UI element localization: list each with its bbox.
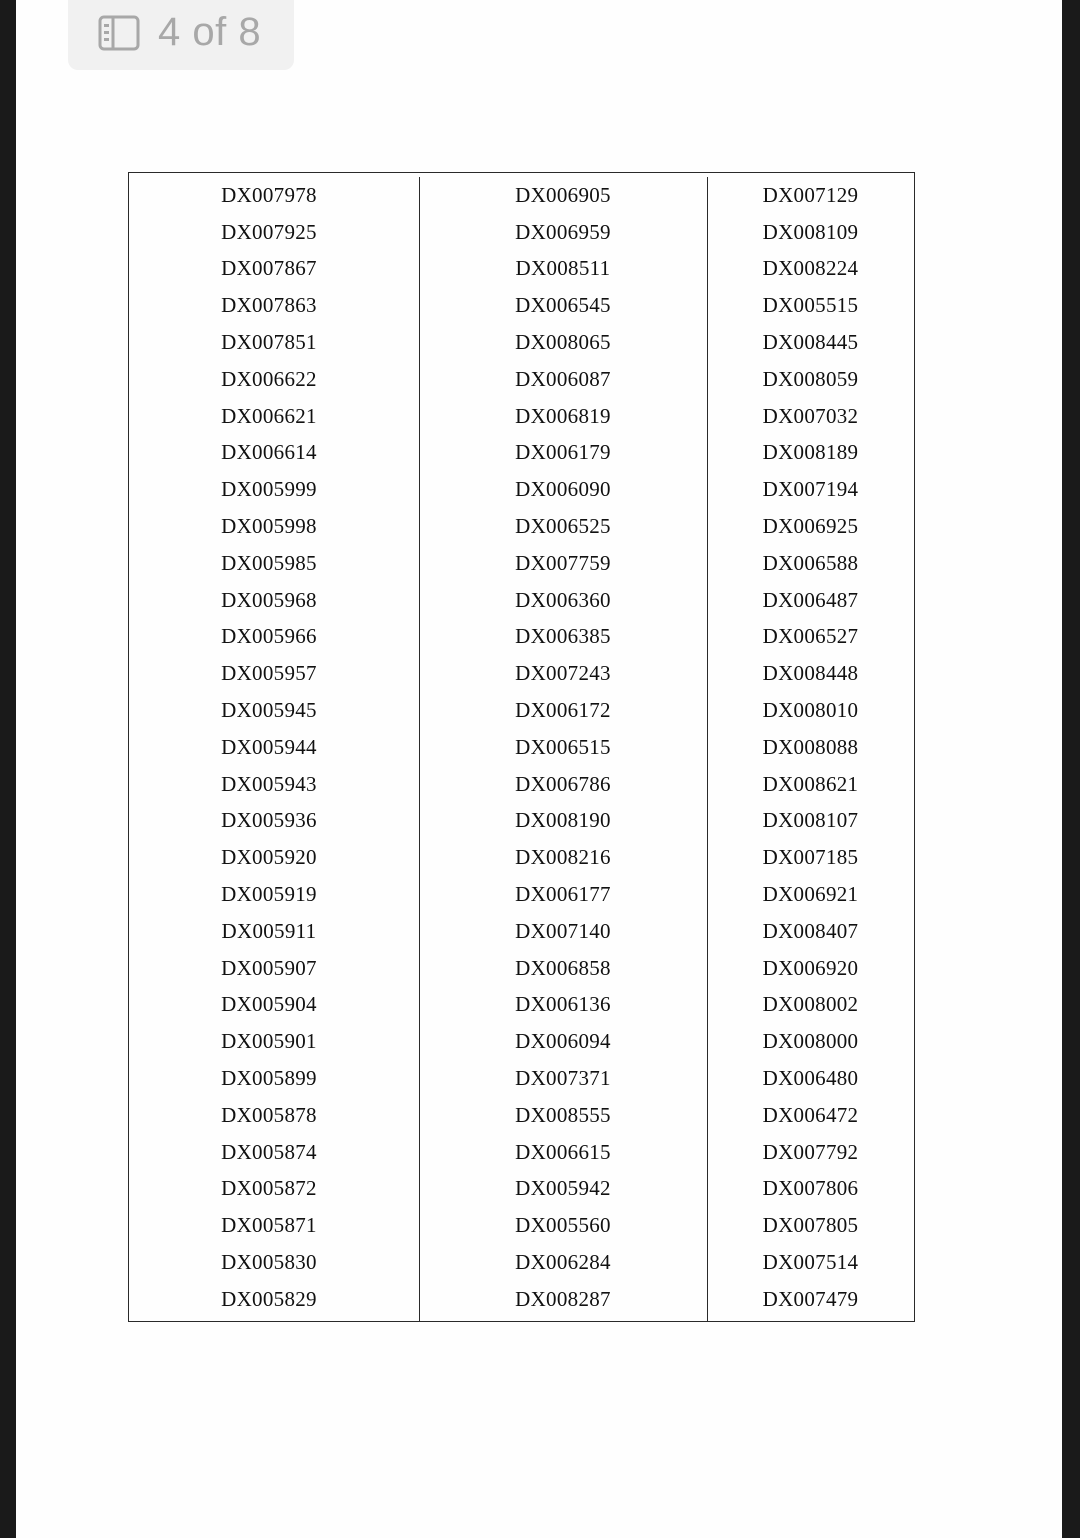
table-cell: DX005515 xyxy=(762,293,859,318)
document-page xyxy=(16,0,1062,1538)
table-cell: DX006588 xyxy=(762,550,859,575)
table-cell: DX006858 xyxy=(515,955,611,980)
table-cell: DX005907 xyxy=(221,955,317,980)
table-cell: DX007978 xyxy=(221,182,317,207)
table-cell: DX008621 xyxy=(762,771,859,796)
table-cell: DX006177 xyxy=(515,882,611,907)
table-cell: DX006360 xyxy=(515,587,611,612)
table-cell: DX007032 xyxy=(762,403,859,428)
table-cell: DX005560 xyxy=(515,1213,611,1238)
table-cell: DX006487 xyxy=(762,587,859,612)
table-cell: DX008224 xyxy=(762,256,859,281)
table-cell: DX008059 xyxy=(762,366,859,391)
table-cell: DX006525 xyxy=(515,514,611,539)
table-cell: DX005904 xyxy=(221,992,317,1017)
table-cell: DX006172 xyxy=(515,698,611,723)
table-cell: DX007851 xyxy=(221,330,317,355)
table-cell: DX006472 xyxy=(762,1102,859,1127)
page-indicator-text: 4 of 8 xyxy=(158,10,262,54)
table-cell: DX008088 xyxy=(762,734,859,759)
table-cell: DX008407 xyxy=(762,918,859,943)
table-cell: DX005942 xyxy=(515,1176,611,1201)
table-cell: DX008189 xyxy=(762,440,859,465)
table-cell: DX008511 xyxy=(515,256,611,281)
table-cell: DX005872 xyxy=(221,1176,317,1201)
table-cell: DX005957 xyxy=(221,661,317,686)
table-cell: DX007194 xyxy=(762,477,859,502)
table-cell: DX006920 xyxy=(762,955,859,980)
sidebar-page-icon[interactable] xyxy=(98,15,140,51)
table-cell: DX005998 xyxy=(221,514,317,539)
table-cell: DX008109 xyxy=(762,219,859,244)
table-cell: DX005943 xyxy=(221,771,317,796)
table-cell: DX005901 xyxy=(221,1029,317,1054)
table-cell: DX006905 xyxy=(515,182,611,207)
table-cell: DX006090 xyxy=(515,477,611,502)
table-cell: DX008190 xyxy=(515,808,611,833)
table-cell: DX007792 xyxy=(762,1139,859,1164)
table-cell: DX005920 xyxy=(221,845,317,870)
table-cell: DX006136 xyxy=(515,992,611,1017)
table-cell: DX008448 xyxy=(762,661,859,686)
table-cell: DX008555 xyxy=(515,1102,611,1127)
table-cell: DX005999 xyxy=(221,477,317,502)
table-cell: DX005936 xyxy=(221,808,317,833)
table-cell: DX005944 xyxy=(221,734,317,759)
table-cell: DX006284 xyxy=(515,1250,611,1274)
table-cell: DX007514 xyxy=(762,1250,859,1274)
table-cell: DX006959 xyxy=(515,219,611,244)
table-column-3 xyxy=(707,177,914,1321)
table-cell: DX006786 xyxy=(515,771,611,796)
table-cell: DX008002 xyxy=(762,992,859,1017)
table-cell: DX007867 xyxy=(221,256,317,281)
id-table xyxy=(128,172,915,1322)
table-column-2 xyxy=(419,177,708,1321)
table-cell: DX005874 xyxy=(221,1139,317,1164)
table-cell: DX005945 xyxy=(221,698,317,723)
table-cell: DX005830 xyxy=(221,1250,317,1274)
table-cell: DX006819 xyxy=(515,403,611,428)
table-column-1 xyxy=(129,177,420,1321)
table-cell: DX008010 xyxy=(762,698,859,723)
table-cell: DX006615 xyxy=(515,1139,611,1164)
table-cell: DX008445 xyxy=(762,330,859,355)
table-cell: DX006921 xyxy=(762,882,859,907)
table-cell: DX005878 xyxy=(221,1102,317,1127)
table-cell: DX008287 xyxy=(515,1286,611,1311)
table-cell: DX007806 xyxy=(762,1176,859,1201)
table-cell: DX007243 xyxy=(515,661,611,686)
table-cell: DX007129 xyxy=(762,182,859,207)
table-cell: DX006545 xyxy=(515,293,611,318)
table-cell: DX006385 xyxy=(515,624,611,649)
table-cell: DX005829 xyxy=(221,1286,317,1311)
table-cell: DX007925 xyxy=(221,219,317,244)
page-indicator[interactable] xyxy=(68,0,294,70)
table-cell: DX007185 xyxy=(762,845,859,870)
table-cell: DX006622 xyxy=(221,366,317,391)
table-cell: DX008107 xyxy=(762,808,859,833)
table-cell: DX007371 xyxy=(515,1066,611,1091)
table-cell: DX005919 xyxy=(221,882,317,907)
table-cell: DX006527 xyxy=(762,624,859,649)
table-cell: DX007863 xyxy=(221,293,317,318)
table-cell: DX008065 xyxy=(515,330,611,355)
table-cell: DX005899 xyxy=(221,1066,317,1091)
table-cell: DX006179 xyxy=(515,440,611,465)
table-cell: DX005871 xyxy=(221,1213,317,1238)
table-cell: DX005911 xyxy=(221,918,317,943)
table-cell: DX007479 xyxy=(762,1286,859,1311)
table-cell: DX006614 xyxy=(221,440,317,465)
table-cell: DX007140 xyxy=(515,918,611,943)
table-cell: DX007759 xyxy=(515,550,611,575)
table-cell: DX006094 xyxy=(515,1029,611,1054)
table-cell: DX005966 xyxy=(221,624,317,649)
table-cell: DX005968 xyxy=(221,587,317,612)
table-cell: DX006515 xyxy=(515,734,611,759)
table-cell: DX008000 xyxy=(762,1029,859,1054)
table-cell: DX007805 xyxy=(762,1213,859,1238)
table-cell: DX006480 xyxy=(762,1066,859,1091)
table-cell: DX005985 xyxy=(221,550,317,575)
table-cell: DX006621 xyxy=(221,403,317,428)
table-cell: DX006087 xyxy=(515,366,611,391)
table-cell: DX006925 xyxy=(762,514,859,539)
table-cell: DX008216 xyxy=(515,845,611,870)
